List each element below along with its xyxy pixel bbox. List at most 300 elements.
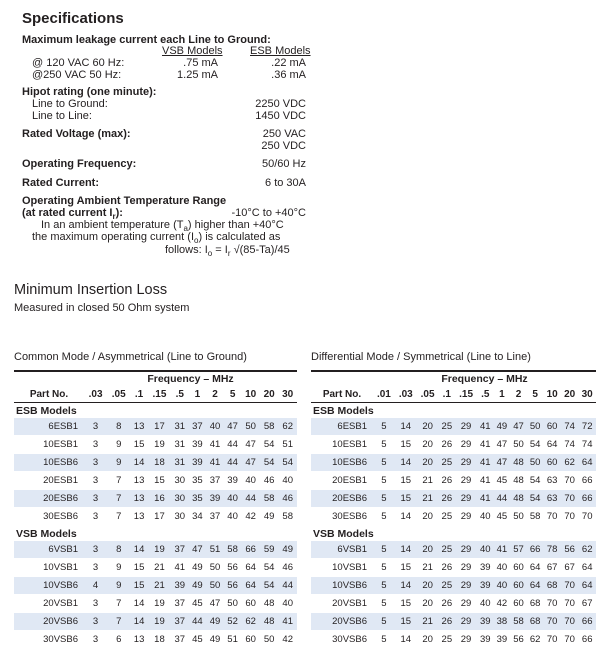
- loss-value-cell: 40: [224, 508, 242, 526]
- table-row: [311, 541, 596, 559]
- loss-value-cell: 74: [578, 436, 596, 454]
- loss-value-cell: 14: [395, 418, 417, 436]
- loss-value-cell: 30: [171, 508, 189, 526]
- model-group-name: VSB Models: [313, 527, 374, 540]
- loss-value-cell: 7: [107, 508, 130, 526]
- loss-value-cell: 25: [439, 418, 456, 436]
- loss-value-cell: 46: [260, 472, 279, 490]
- loss-value-cell: 70: [561, 508, 578, 526]
- table-row: [311, 490, 596, 508]
- part-number-cell: 10VSB6: [14, 577, 84, 595]
- leakage-col-esb: ESB Models: [250, 45, 311, 57]
- loss-value-cell: 64: [241, 559, 260, 577]
- table-row: [14, 577, 297, 595]
- loss-value-cell: 3: [84, 631, 107, 649]
- loss-value-cell: 3: [84, 559, 107, 577]
- loss-value-cell: 47: [494, 436, 511, 454]
- frequency-column-header: 30: [578, 386, 596, 403]
- loss-value-cell: 58: [278, 508, 297, 526]
- loss-value-cell: 41: [477, 454, 494, 472]
- loss-value-cell: 49: [206, 613, 224, 631]
- loss-value-cell: 5: [373, 541, 395, 559]
- model-group-header: [14, 403, 297, 419]
- frequency-column-header: 20: [260, 386, 279, 403]
- part-no-header: Part No.: [311, 386, 373, 403]
- loss-value-cell: 60: [543, 454, 560, 472]
- loss-value-cell: 70: [561, 472, 578, 490]
- frequency-column-header: .03: [395, 386, 417, 403]
- loss-value-cell: 62: [241, 613, 260, 631]
- loss-value-cell: 37: [206, 508, 224, 526]
- loss-value-cell: 39: [206, 490, 224, 508]
- table-row: [14, 613, 297, 631]
- loss-value-cell: 19: [148, 541, 171, 559]
- frequency-spacer: [14, 372, 84, 386]
- column-header-row: [311, 386, 596, 403]
- frequency-column-header: 2: [510, 386, 527, 403]
- loss-value-cell: 41: [206, 454, 224, 472]
- loss-value-cell: 66: [578, 613, 596, 631]
- table-row: [311, 613, 596, 631]
- loss-value-cell: 19: [148, 436, 171, 454]
- loss-value-cell: 41: [278, 613, 297, 631]
- loss-value-cell: 54: [527, 472, 544, 490]
- loss-value-cell: 46: [278, 490, 297, 508]
- loss-value-cell: 26: [439, 595, 456, 613]
- loss-value-cell: 40: [224, 490, 242, 508]
- leakage-row1-label: @ 120 VAC 60 Hz:: [32, 57, 125, 69]
- loss-value-cell: 7: [107, 472, 130, 490]
- loss-value-cell: 60: [241, 595, 260, 613]
- loss-value-cell: 72: [578, 418, 596, 436]
- loss-value-cell: 13: [130, 490, 148, 508]
- loss-value-cell: 48: [510, 472, 527, 490]
- loss-value-cell: 29: [455, 418, 477, 436]
- loss-value-cell: 31: [171, 454, 189, 472]
- loss-value-cell: 15: [395, 559, 417, 577]
- loss-value-cell: 13: [130, 508, 148, 526]
- leakage-label: Maximum leakage current each Line to Ground:: [22, 34, 271, 46]
- frequency-column-header: .03: [84, 386, 107, 403]
- loss-value-cell: 45: [189, 631, 207, 649]
- loss-value-cell: 70: [561, 631, 578, 649]
- loss-value-cell: 44: [241, 490, 260, 508]
- frequency-column-header: .01: [373, 386, 395, 403]
- table-row: [14, 436, 297, 454]
- frequency-column-header: 5: [224, 386, 242, 403]
- loss-value-cell: 14: [130, 613, 148, 631]
- frequency-column-header: 5: [527, 386, 544, 403]
- loss-value-cell: 29: [455, 559, 477, 577]
- leakage-row1-vsb: .75 mA: [183, 57, 218, 69]
- loss-value-cell: 39: [189, 454, 207, 472]
- loss-value-cell: 41: [477, 490, 494, 508]
- ambient-label1: Operating Ambient Temperature Range: [22, 195, 227, 207]
- part-number-cell: 20ESB1: [14, 472, 84, 490]
- loss-value-cell: 56: [224, 559, 242, 577]
- loss-value-cell: 29: [455, 508, 477, 526]
- loss-value-cell: 54: [260, 577, 279, 595]
- rated-current-value: 6 to 30A: [265, 177, 306, 189]
- rated-voltage-value1: 250 VAC: [262, 128, 306, 140]
- loss-value-cell: 14: [395, 454, 417, 472]
- loss-value-cell: 3: [84, 508, 107, 526]
- table-row: [311, 577, 596, 595]
- leakage-row2-esb: .36 mA: [271, 69, 306, 81]
- loss-value-cell: 29: [455, 595, 477, 613]
- loss-value-cell: 15: [395, 490, 417, 508]
- loss-value-cell: 26: [439, 490, 456, 508]
- loss-value-cell: 64: [578, 454, 596, 472]
- loss-value-cell: 3: [84, 436, 107, 454]
- loss-value-cell: 62: [561, 454, 578, 472]
- table-row: [311, 631, 596, 649]
- loss-value-cell: 29: [455, 490, 477, 508]
- loss-value-cell: 37: [171, 595, 189, 613]
- frequency-header-row: [311, 372, 596, 386]
- loss-value-cell: 58: [260, 490, 279, 508]
- loss-value-cell: 45: [494, 508, 511, 526]
- table-row: [311, 418, 596, 436]
- loss-value-cell: 41: [477, 436, 494, 454]
- table-row: [14, 631, 297, 649]
- loss-value-cell: 40: [494, 559, 511, 577]
- loss-value-cell: 70: [543, 613, 560, 631]
- loss-value-cell: 49: [206, 631, 224, 649]
- loss-value-cell: 58: [260, 418, 279, 436]
- rated-voltage-value2: 250 VDC: [261, 140, 306, 152]
- loss-value-cell: 62: [278, 418, 297, 436]
- loss-value-cell: 50: [510, 436, 527, 454]
- frequency-column-header: .15: [148, 386, 171, 403]
- loss-value-cell: 41: [477, 418, 494, 436]
- frequency-column-header: 10: [241, 386, 260, 403]
- loss-value-cell: 30: [171, 490, 189, 508]
- loss-value-cell: 39: [477, 613, 494, 631]
- loss-value-cell: 70: [561, 577, 578, 595]
- rated-current-label: Rated Current:: [22, 177, 100, 189]
- model-group-header: [14, 526, 297, 542]
- loss-value-cell: 70: [543, 595, 560, 613]
- loss-value-cell: 64: [527, 577, 544, 595]
- loss-value-cell: 67: [561, 559, 578, 577]
- loss-value-cell: 70: [543, 508, 560, 526]
- loss-value-cell: 74: [561, 436, 578, 454]
- frequency-column-header: .15: [455, 386, 477, 403]
- loss-value-cell: 3: [84, 454, 107, 472]
- loss-value-cell: 49: [189, 577, 207, 595]
- loss-value-cell: 39: [477, 559, 494, 577]
- loss-value-cell: 37: [206, 472, 224, 490]
- loss-value-cell: 57: [510, 541, 527, 559]
- loss-value-cell: 63: [543, 490, 560, 508]
- leakage-row1-esb: .22 mA: [271, 57, 306, 69]
- loss-value-cell: 50: [241, 418, 260, 436]
- loss-value-cell: 62: [527, 631, 544, 649]
- loss-value-cell: 40: [278, 595, 297, 613]
- loss-value-cell: 48: [510, 490, 527, 508]
- table-row: [311, 436, 596, 454]
- loss-value-cell: 20: [417, 418, 439, 436]
- table-row: [14, 541, 297, 559]
- loss-value-cell: 14: [130, 541, 148, 559]
- part-no-header: Part No.: [14, 386, 84, 403]
- loss-value-cell: 7: [107, 490, 130, 508]
- loss-value-cell: 17: [148, 418, 171, 436]
- column-header-row: [14, 386, 297, 403]
- loss-value-cell: 18: [148, 454, 171, 472]
- frequency-column-header: 2: [206, 386, 224, 403]
- loss-value-cell: 9: [107, 577, 130, 595]
- loss-value-cell: 21: [148, 577, 171, 595]
- loss-value-cell: 37: [189, 418, 207, 436]
- loss-value-cell: 7: [107, 613, 130, 631]
- loss-value-cell: 21: [417, 490, 439, 508]
- loss-value-cell: 60: [241, 631, 260, 649]
- loss-value-cell: 70: [543, 631, 560, 649]
- loss-value-cell: 14: [395, 541, 417, 559]
- table-row: [311, 595, 596, 613]
- loss-value-cell: 48: [510, 454, 527, 472]
- loss-value-cell: 25: [439, 454, 456, 472]
- table-row: [14, 490, 297, 508]
- part-number-cell: 30ESB6: [311, 508, 373, 526]
- ambient-note1: In an ambient temperature $(T_a)$ higher than +40°C: [41, 219, 284, 234]
- loss-value-cell: 40: [477, 508, 494, 526]
- loss-value-cell: 31: [171, 436, 189, 454]
- loss-value-cell: 29: [455, 541, 477, 559]
- loss-value-cell: 35: [189, 472, 207, 490]
- loss-value-cell: 29: [455, 631, 477, 649]
- frequency-label: Frequency – MHz: [147, 373, 234, 385]
- part-number-cell: 20ESB1: [311, 472, 373, 490]
- loss-value-cell: 68: [543, 577, 560, 595]
- loss-value-cell: 26: [439, 436, 456, 454]
- frequency-column-header: .5: [171, 386, 189, 403]
- table-row: [311, 559, 596, 577]
- loss-value-cell: 66: [578, 472, 596, 490]
- part-number-cell: 6ESB1: [14, 418, 84, 436]
- loss-value-cell: 25: [439, 631, 456, 649]
- loss-value-cell: 15: [395, 436, 417, 454]
- loss-value-cell: 42: [494, 595, 511, 613]
- loss-value-cell: 20: [417, 631, 439, 649]
- frequency-spacer: [311, 372, 373, 386]
- frequency-column-header: .1: [439, 386, 456, 403]
- loss-value-cell: 5: [373, 490, 395, 508]
- loss-value-cell: 15: [395, 472, 417, 490]
- table-row: [14, 454, 297, 472]
- table-row: [311, 454, 596, 472]
- loss-value-cell: 5: [373, 454, 395, 472]
- loss-value-cell: 47: [241, 454, 260, 472]
- loss-value-cell: 50: [510, 508, 527, 526]
- loss-value-cell: 47: [189, 541, 207, 559]
- loss-value-cell: 20: [417, 454, 439, 472]
- loss-value-cell: 64: [527, 559, 544, 577]
- loss-value-cell: 5: [373, 559, 395, 577]
- loss-value-cell: 66: [527, 541, 544, 559]
- part-number-cell: 10VSB6: [311, 577, 373, 595]
- loss-value-cell: 5: [373, 595, 395, 613]
- loss-value-cell: 58: [224, 541, 242, 559]
- loss-value-cell: 70: [578, 508, 596, 526]
- loss-value-cell: 50: [206, 559, 224, 577]
- loss-value-cell: 17: [148, 508, 171, 526]
- loss-value-cell: 20: [417, 508, 439, 526]
- loss-value-cell: 52: [224, 613, 242, 631]
- loss-value-cell: 9: [107, 454, 130, 472]
- hipot-row1-label: Line to Ground:: [32, 98, 108, 110]
- loss-value-cell: 51: [278, 436, 297, 454]
- loss-value-cell: 56: [224, 577, 242, 595]
- part-number-cell: 10ESB1: [311, 436, 373, 454]
- loss-value-cell: 9: [107, 559, 130, 577]
- loss-value-cell: 64: [578, 577, 596, 595]
- loss-value-cell: 54: [278, 454, 297, 472]
- loss-value-cell: 45: [189, 595, 207, 613]
- loss-value-cell: 67: [543, 559, 560, 577]
- leakage-col-vsb: VSB Models: [162, 45, 223, 57]
- frequency-column-header: .5: [477, 386, 494, 403]
- table-row: [14, 508, 297, 526]
- loss-value-cell: 5: [373, 508, 395, 526]
- loss-value-cell: 44: [278, 577, 297, 595]
- model-group-name: ESB Models: [16, 404, 77, 417]
- loss-value-cell: 20: [417, 577, 439, 595]
- loss-value-cell: 37: [171, 613, 189, 631]
- loss-value-cell: 14: [130, 595, 148, 613]
- loss-value-cell: 44: [224, 436, 242, 454]
- loss-value-cell: 26: [439, 472, 456, 490]
- loss-value-cell: 44: [189, 613, 207, 631]
- frequency-column-header: 1: [494, 386, 511, 403]
- loss-value-cell: 60: [510, 559, 527, 577]
- loss-value-cell: 44: [224, 454, 242, 472]
- loss-value-cell: 3: [84, 490, 107, 508]
- part-number-cell: 10ESB6: [311, 454, 373, 472]
- loss-value-cell: 13: [130, 631, 148, 649]
- loss-value-cell: 64: [543, 436, 560, 454]
- part-number-cell: 20VSB1: [14, 595, 84, 613]
- loss-value-cell: 49: [189, 559, 207, 577]
- frequency-column-header: .05: [107, 386, 130, 403]
- loss-value-cell: 25: [439, 541, 456, 559]
- loss-value-cell: 60: [510, 577, 527, 595]
- loss-value-cell: 35: [189, 490, 207, 508]
- insertion-subtitle: Measured in closed 50 Ohm system: [14, 302, 190, 314]
- loss-value-cell: 68: [527, 613, 544, 631]
- part-number-cell: 30ESB6: [14, 508, 84, 526]
- loss-value-cell: 68: [527, 595, 544, 613]
- loss-value-cell: 3: [84, 595, 107, 613]
- loss-value-cell: 66: [241, 541, 260, 559]
- loss-value-cell: 26: [439, 559, 456, 577]
- frequency-column-header: 20: [561, 386, 578, 403]
- loss-value-cell: 40: [278, 472, 297, 490]
- loss-value-cell: 13: [130, 472, 148, 490]
- model-group-name: VSB Models: [16, 527, 77, 540]
- loss-value-cell: 50: [224, 595, 242, 613]
- loss-value-cell: 64: [241, 577, 260, 595]
- loss-value-cell: 40: [477, 541, 494, 559]
- loss-value-cell: 39: [477, 631, 494, 649]
- part-number-cell: 10ESB6: [14, 454, 84, 472]
- loss-value-cell: 41: [477, 472, 494, 490]
- loss-value-cell: 45: [494, 472, 511, 490]
- loss-value-cell: 40: [477, 595, 494, 613]
- loss-value-cell: 48: [260, 595, 279, 613]
- leakage-row2-label: @250 VAC 50 Hz:: [32, 69, 122, 81]
- loss-value-cell: 5: [373, 418, 395, 436]
- loss-value-cell: 14: [395, 631, 417, 649]
- loss-value-cell: 21: [148, 559, 171, 577]
- frequency-label: Operating Frequency:: [22, 158, 137, 170]
- loss-value-cell: 18: [148, 631, 171, 649]
- loss-value-cell: 39: [224, 472, 242, 490]
- loss-value-cell: 5: [373, 577, 395, 595]
- loss-value-cell: 41: [206, 436, 224, 454]
- part-number-cell: 20VSB6: [14, 613, 84, 631]
- loss-value-cell: 15: [395, 595, 417, 613]
- ambient-value: -10°C to +40°C: [231, 207, 306, 219]
- loss-value-cell: 15: [148, 472, 171, 490]
- rated-voltage-label: Rated Voltage (max):: [22, 128, 131, 140]
- loss-value-cell: 19: [148, 613, 171, 631]
- loss-value-cell: 74: [561, 418, 578, 436]
- loss-value-cell: 50: [527, 454, 544, 472]
- loss-value-cell: 49: [494, 418, 511, 436]
- loss-value-cell: 15: [130, 436, 148, 454]
- loss-value-cell: 67: [578, 595, 596, 613]
- loss-value-cell: 47: [510, 418, 527, 436]
- leakage-row2-vsb: 1.25 mA: [177, 69, 218, 81]
- part-number-cell: 10ESB1: [14, 436, 84, 454]
- loss-value-cell: 49: [278, 541, 297, 559]
- part-number-cell: 10VSB1: [14, 559, 84, 577]
- part-number-cell: 20ESB6: [311, 490, 373, 508]
- part-number-cell: 6ESB1: [311, 418, 373, 436]
- loss-value-cell: 20: [417, 541, 439, 559]
- loss-value-cell: 70: [561, 595, 578, 613]
- loss-value-cell: 15: [130, 559, 148, 577]
- loss-value-cell: 41: [494, 541, 511, 559]
- loss-value-cell: 29: [455, 436, 477, 454]
- loss-value-cell: 29: [455, 577, 477, 595]
- loss-value-cell: 44: [494, 490, 511, 508]
- loss-value-cell: 14: [395, 577, 417, 595]
- loss-value-cell: 54: [260, 559, 279, 577]
- part-number-cell: 20ESB6: [14, 490, 84, 508]
- loss-value-cell: 54: [527, 436, 544, 454]
- loss-value-cell: 8: [107, 541, 130, 559]
- loss-value-cell: 37: [171, 541, 189, 559]
- frequency-column-header: 1: [189, 386, 207, 403]
- specs-title: Specifications: [22, 10, 124, 27]
- loss-value-cell: 51: [206, 541, 224, 559]
- part-number-cell: 20VSB6: [311, 613, 373, 631]
- loss-value-cell: 59: [260, 541, 279, 559]
- loss-value-cell: 41: [171, 559, 189, 577]
- loss-value-cell: 47: [241, 436, 260, 454]
- loss-value-cell: 29: [455, 613, 477, 631]
- part-number-cell: 6VSB1: [14, 541, 84, 559]
- loss-value-cell: 15: [130, 577, 148, 595]
- ambient-note3: follows: $I_o = I_r$ √(85-Ta)/45: [165, 244, 290, 259]
- loss-value-cell: 3: [84, 613, 107, 631]
- loss-value-cell: 51: [224, 631, 242, 649]
- table-row: [14, 595, 297, 613]
